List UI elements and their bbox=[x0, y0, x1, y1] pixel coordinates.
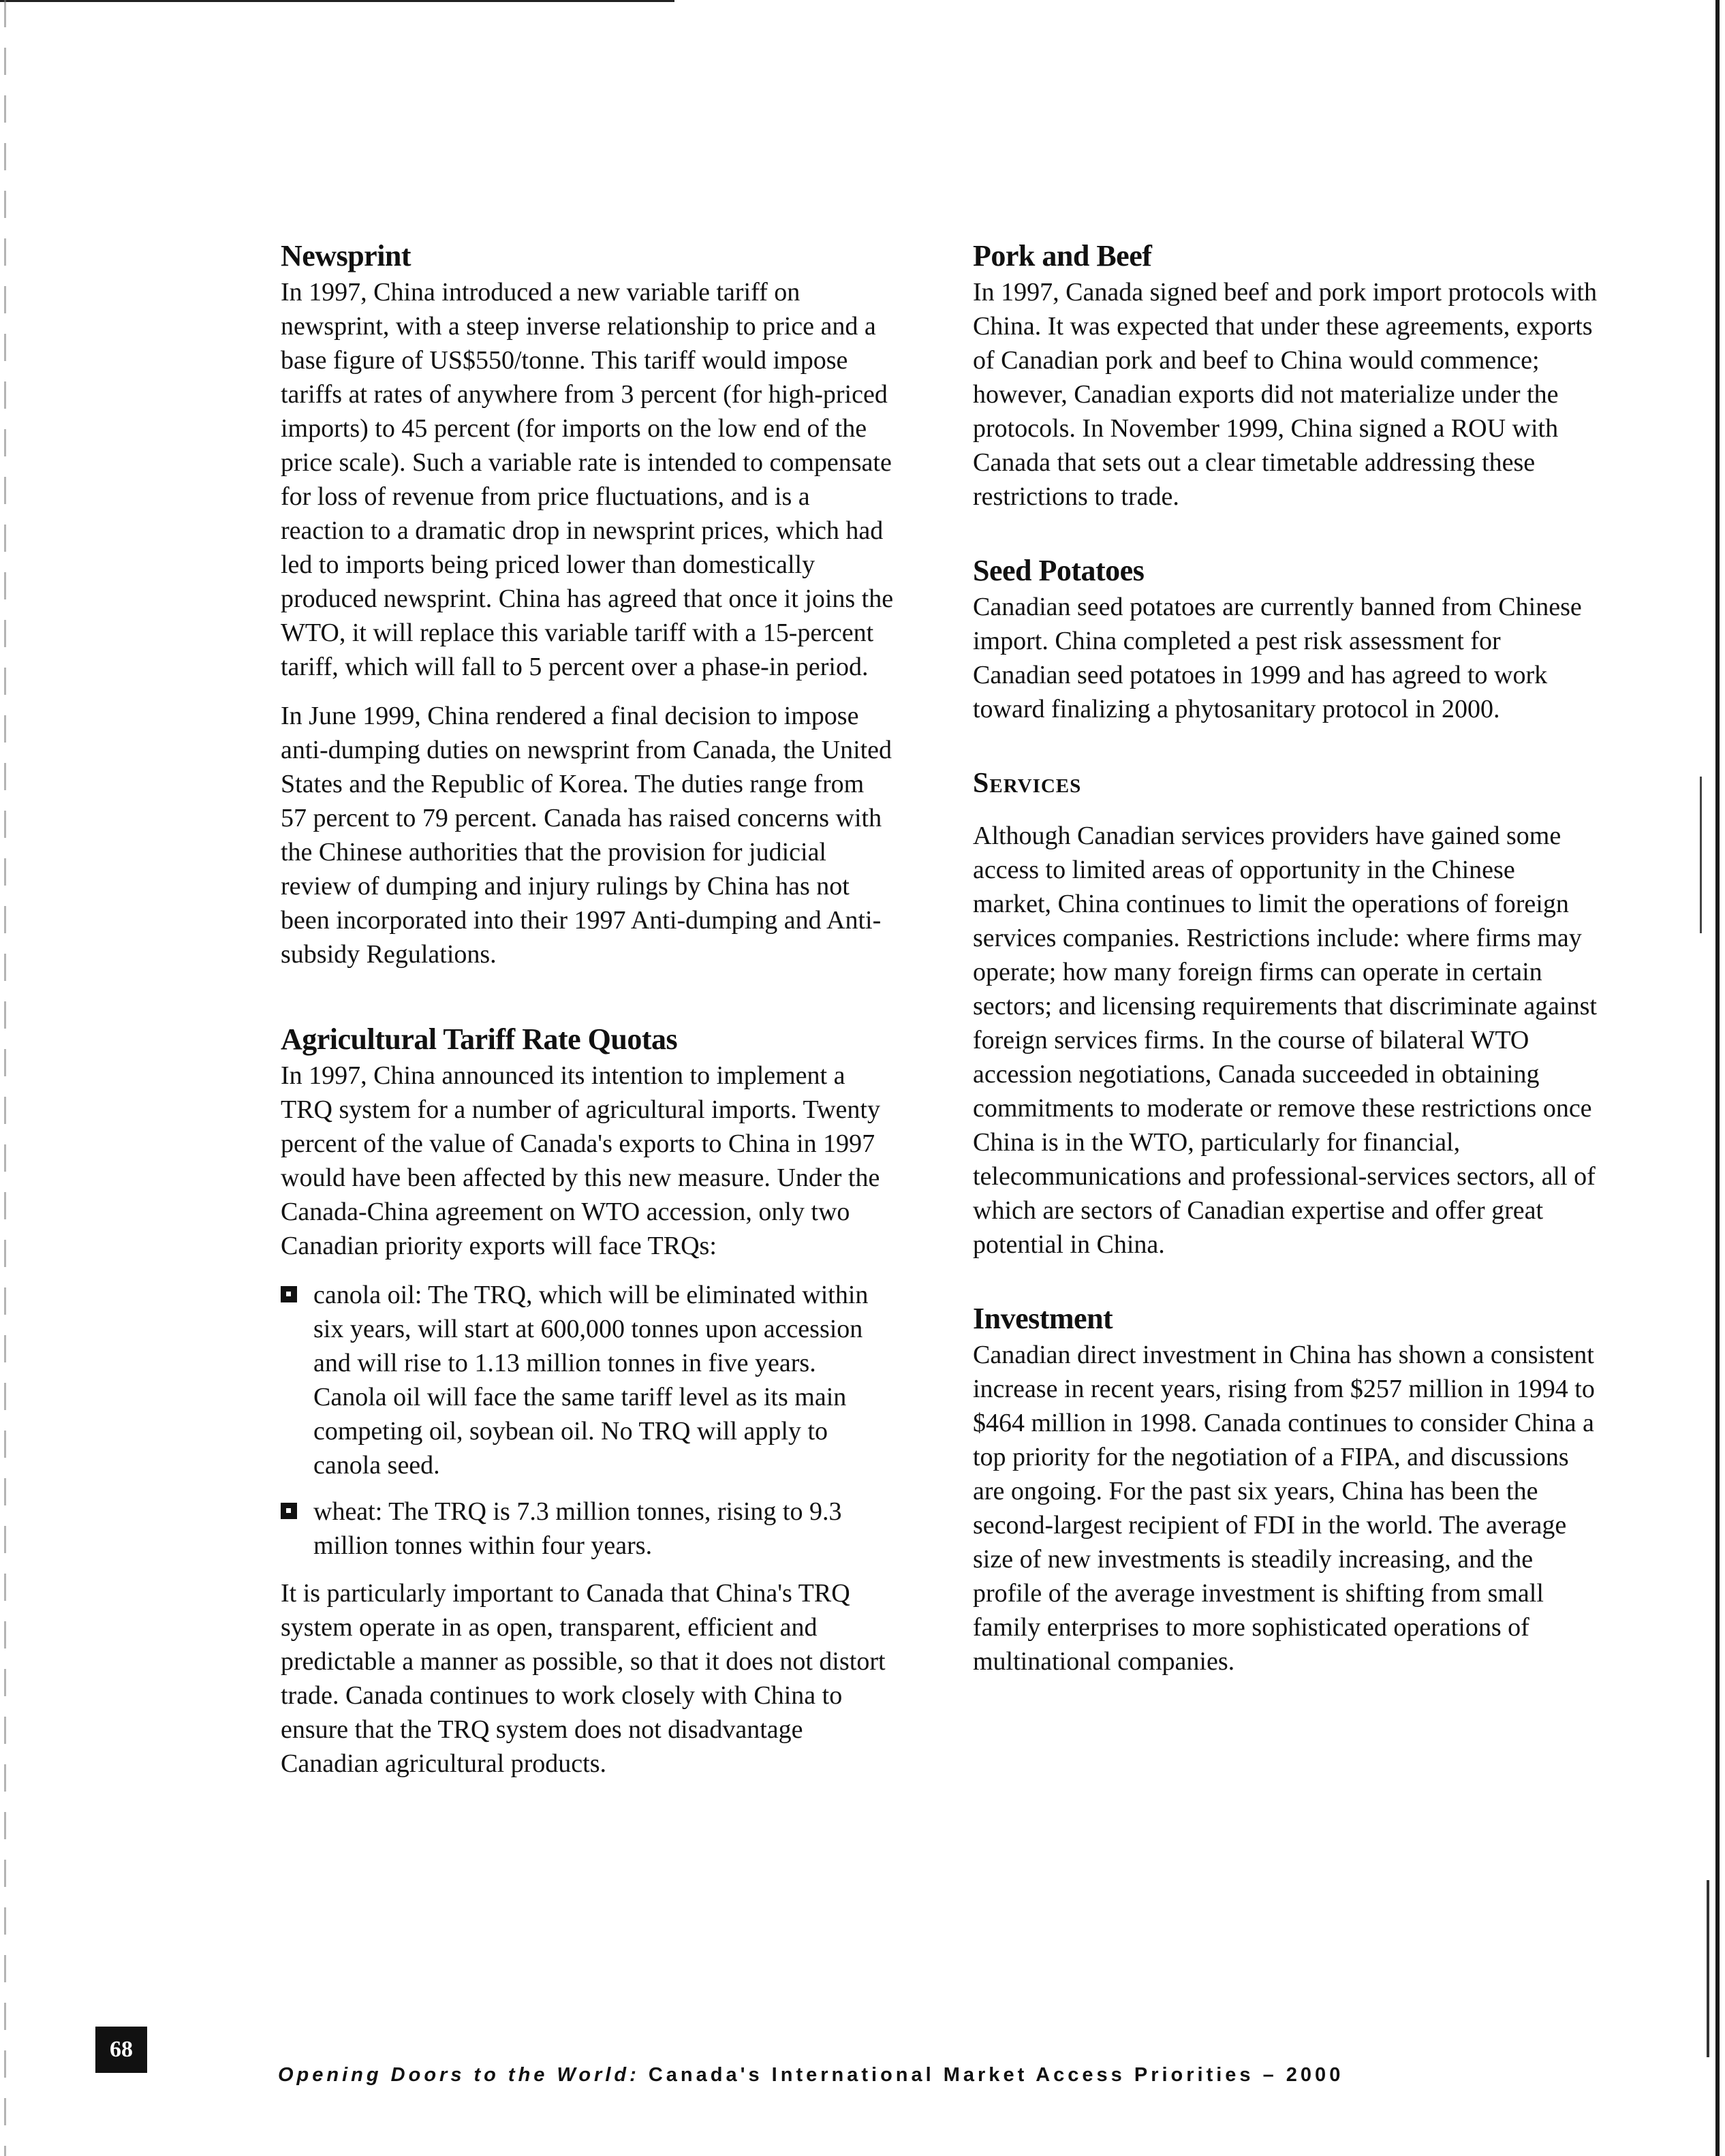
list-item bbox=[281, 1278, 894, 1482]
investment-section bbox=[973, 1301, 1600, 1678]
investment-heading: Investment bbox=[973, 1302, 1113, 1335]
seed-potatoes-paragraph: Canadian seed potatoes are currently banned from Chinese import. China completed a pest risk assessment for Canadian seed potatoes in 1999 and has agreed to work toward finalizing a phytosanitary protocol in 2000. bbox=[973, 593, 1582, 723]
agri-trq-bullet-list bbox=[281, 1278, 894, 1563]
pork-beef-heading: Pork and Beef bbox=[973, 239, 1152, 272]
scan-artifact-left-edge bbox=[4, 0, 6, 2156]
newsprint-section bbox=[281, 238, 894, 971]
agri-trq-closing: It is particularly important to Canada that China's TRQ system operate in as open, transparent, efficient and predictable a manner as possible, so that it does not distort trade. Canada continues to work closely with China to ensure that the TRQ system does not disadvantage Canadian agricultural products. bbox=[281, 1579, 886, 1778]
scan-artifact-right-mark-lower bbox=[1707, 1880, 1709, 2057]
running-footer bbox=[278, 2064, 1532, 2087]
footer-title-italic: Opening Doors to the World: bbox=[278, 2064, 640, 2086]
square-bullet-icon bbox=[281, 1286, 297, 1302]
seed-potatoes-heading: Seed Potatoes bbox=[973, 554, 1145, 587]
left-column bbox=[281, 238, 894, 1796]
agri-trq-heading: Agricultural Tariff Rate Quotas bbox=[281, 1022, 678, 1056]
list-item bbox=[281, 1495, 894, 1563]
seed-potatoes-section bbox=[973, 553, 1600, 726]
agri-trq-intro: In 1997, China announced its intention to implement a TRQ system for a number of agricultural imports. Twenty percent of the value of Canada's exports to China in 1997 would have been affected by this new measure. Under the Canada-China agreement on WTO accession, only two Canadian priority exports will face TRQs: bbox=[281, 1061, 880, 1260]
services-heading: Services bbox=[973, 768, 1082, 799]
footer-title-rest: Canada's International Market Access Priorities – 2000 bbox=[648, 2064, 1344, 2086]
newsprint-heading: Newsprint bbox=[281, 239, 411, 272]
bullet-text-wheat: wheat: The TRQ is 7.3 million tonnes, rising to 9.3 million tonnes within four years. bbox=[313, 1497, 842, 1560]
pork-beef-section bbox=[973, 238, 1600, 514]
right-column bbox=[973, 238, 1600, 1693]
pork-beef-paragraph: In 1997, Canada signed beef and pork import protocols with China. It was expected that under these agreements, exports of Canadian pork and beef to China would commence; however, Canadian exports did not materialize under the protocols. In November 1999, China signed a ROU with Canada that sets out a clear timetable addressing these restrictions to trade. bbox=[973, 278, 1598, 511]
scan-artifact-right-mark bbox=[1700, 777, 1702, 933]
newsprint-paragraph-1: In 1997, China introduced a new variable tariff on newsprint, with a steep inverse relationship to price and a base figure of US$550/tonne. This tariff would impose tariffs at rates of anywhere from 3 percent (for high-priced imports) to 45 percent (for imports on the low end of the price scale). Such a variable rate is intended to compensate for loss of revenue from price fluctuations, and is a reaction to a dramatic drop in newsprint prices, which had led to imports being priced lower than domestically produced newsprint. China has agreed that once it joins the WTO, it will replace this variable tariff with a 15-percent tariff, which will fall to 5 percent over a phase-in period. bbox=[281, 278, 894, 681]
newsprint-paragraph-2: In June 1999, China rendered a final decision to impose anti-dumping duties on newsprint from Canada, the United States and the Republic of Korea. The duties range from 57 percent to 79 percent. Canada has raised concerns with the Chinese authorities that the provision for judicial review of dumping and injury rulings by China has not been incorporated into their 1997 Anti-dumping and Anti-subsidy Regulations. bbox=[281, 702, 892, 969]
services-section bbox=[973, 766, 1600, 1262]
page-number: 68 bbox=[95, 2027, 147, 2073]
investment-paragraph: Canadian direct investment in China has shown a consistent increase in recent years, rising from $257 million in 1994 to $464 million in 1998. Canada continues to consider China a top priority for the negotiation of a FIPA, and discussions are ongoing. For the past six years, China has been the second-largest recipient of FDI in the world. The average size of new investments is steadily increasing, and the profile of the average investment is shifting from small family enterprises to more sophisticated operations of multinational companies. bbox=[973, 1341, 1595, 1676]
services-paragraph: Although Canadian services providers have gained some access to limited areas of opportunity in the Chinese market, China continues to limit the operations of foreign services companies. Restrictions include: where firms may operate; how many foreign firms can operate in certain sectors; and licensing requirements that discriminate against foreign services firms. In the course of bilateral WTO accession negotiations, Canada succeeded in obtaining commitments to moderate or remove these restrictions once China is in the WTO, particularly for financial, telecommunications and professional-services sectors, all of which are sectors of Canadian expertise and offer great potential in China. bbox=[973, 822, 1597, 1259]
scan-artifact-right-edge bbox=[1715, 0, 1720, 2156]
agri-trq-section bbox=[281, 1022, 894, 1781]
bullet-text-canola: canola oil: The TRQ, which will be eliminated within six years, will start at 600,000 tonnes upon accession and will rise to 1.13 million tonnes in five years. Canola oil will face the same tariff level as its main competing oil, soybean oil. No TRQ will apply to canola seed. bbox=[313, 1281, 869, 1480]
scan-artifact-top-line bbox=[0, 0, 674, 2]
square-bullet-icon bbox=[281, 1503, 297, 1519]
